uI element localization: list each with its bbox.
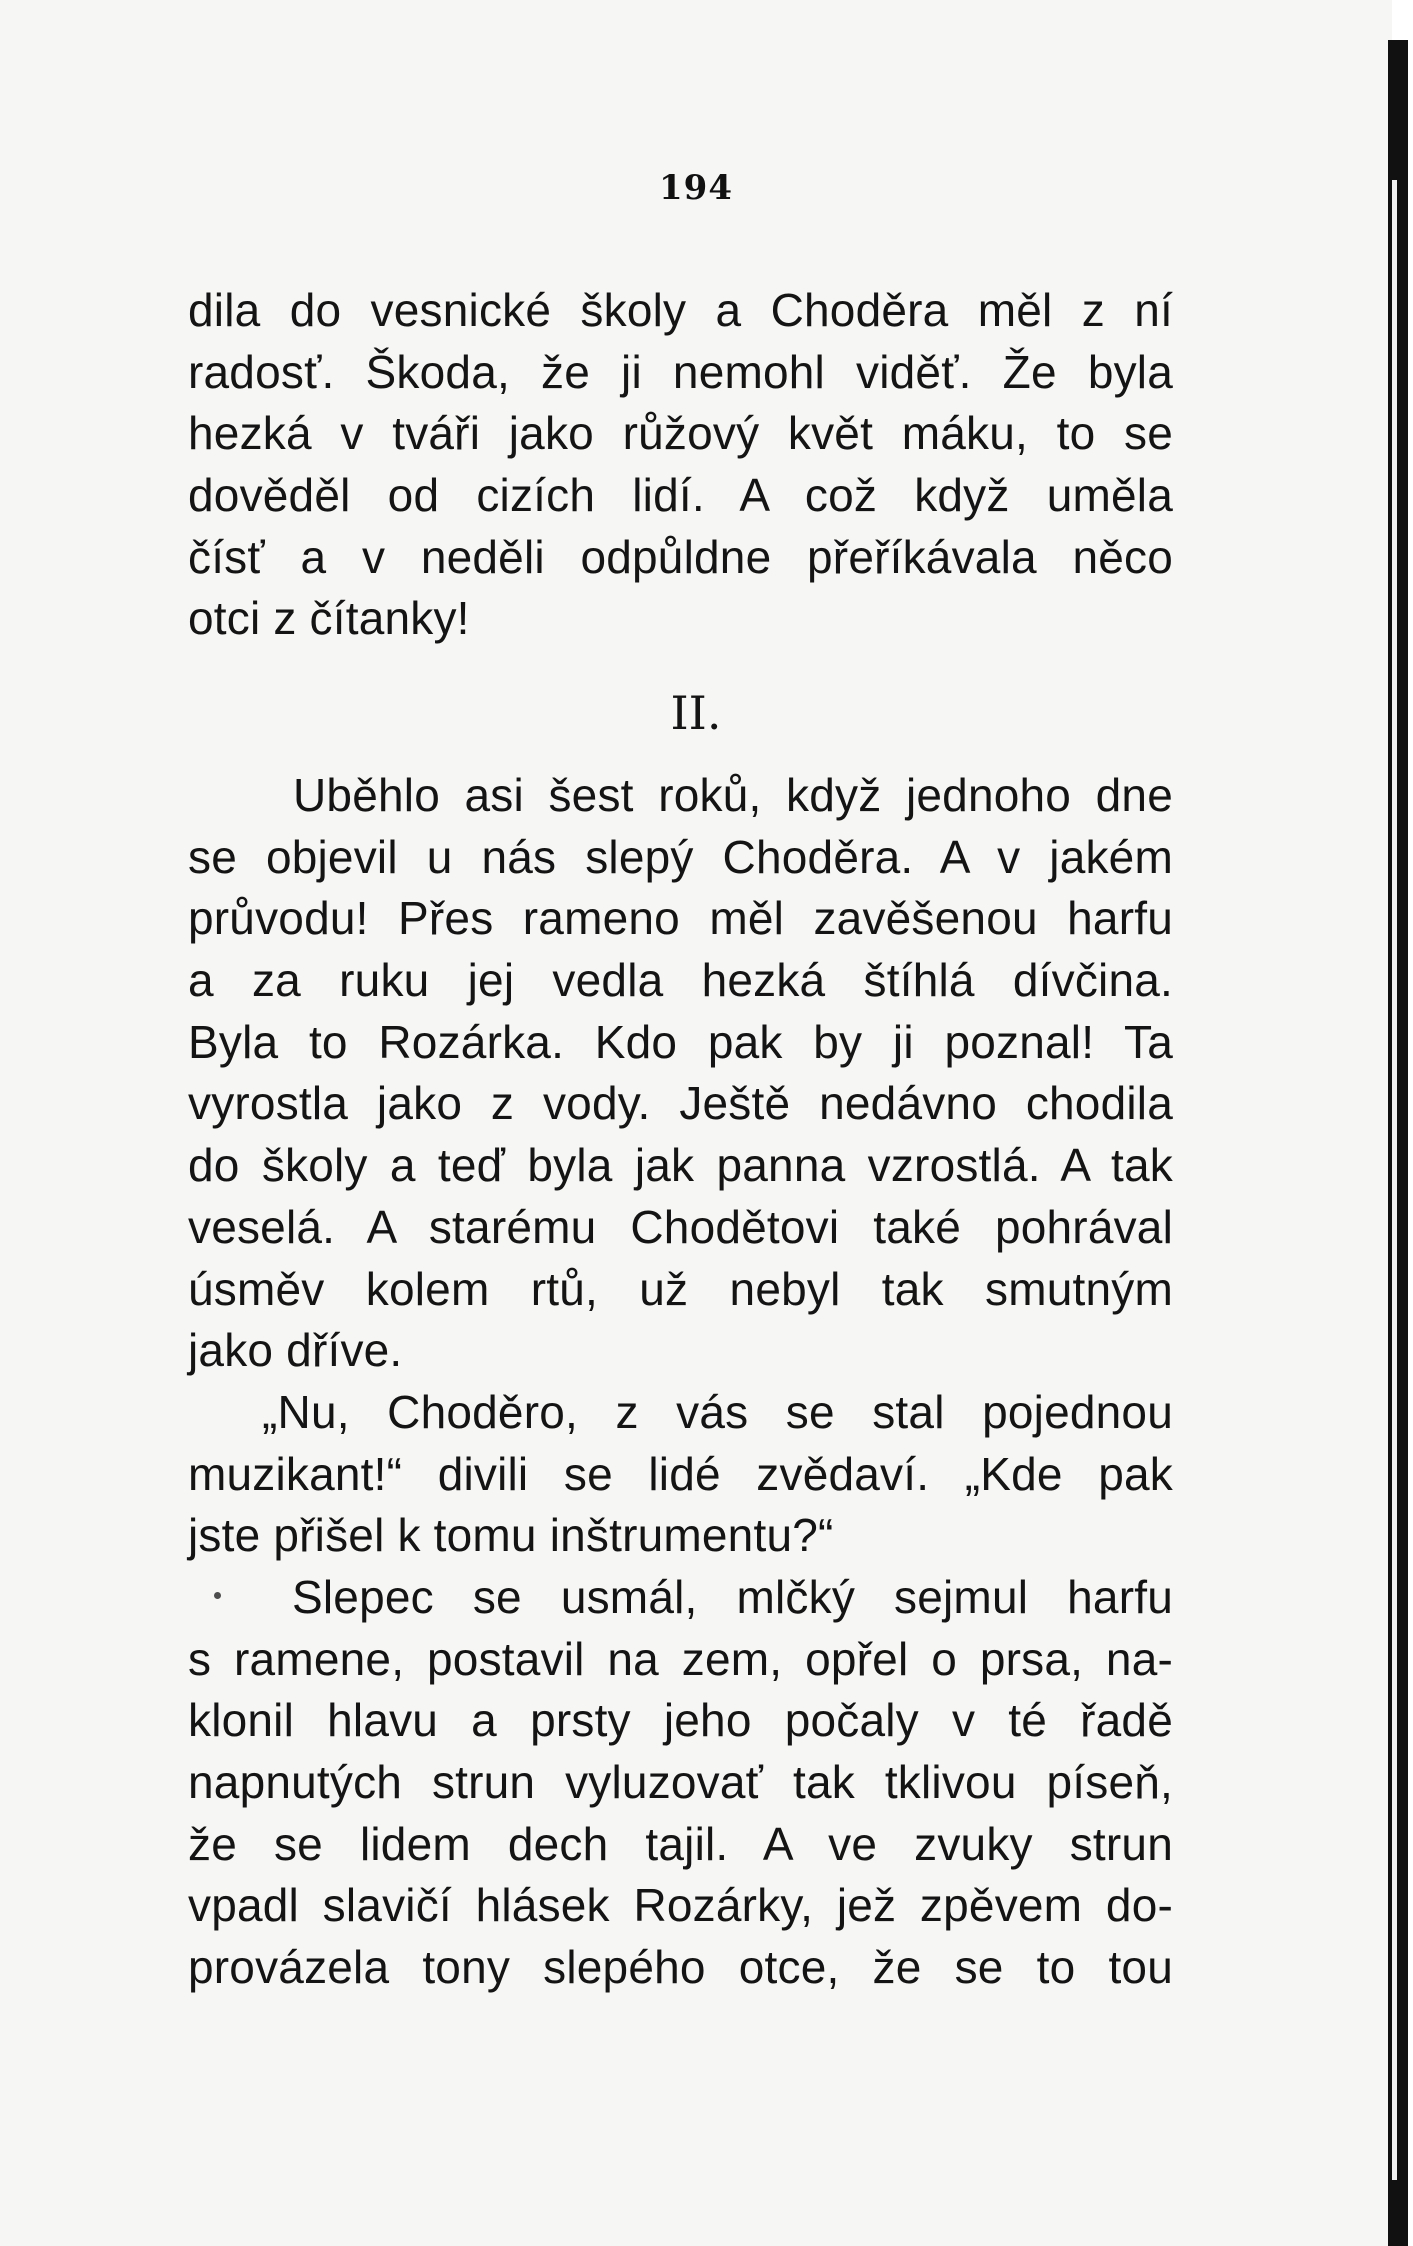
text-line: jste přišel k tomu inštrumentu?“: [188, 1509, 834, 1562]
text-line: se objevil u nás slepý Choděra. A v jakém: [188, 830, 1173, 883]
text-line: napnutých strun vyluzovať tak tklivou píseň,: [188, 1756, 1173, 1809]
paragraph-4-continued: [188, 1629, 1173, 1999]
text-line: Slepec se usmál, mlčký sejmul harfu: [292, 1571, 1173, 1623]
text-line: úsměv kolem rtů, už nebyl tak smutným: [188, 1262, 1173, 1315]
text-line: do školy a teď byla jak panna vzrostlá. A tak: [188, 1139, 1173, 1192]
text-line: že se lidem dech tajil. A ve zvuky strun: [188, 1817, 1173, 1870]
text-line: veselá. A starému Chodětovi také pohrával: [188, 1200, 1173, 1253]
text-line: a za ruku jej vedla hezká štíhlá dívčina.: [188, 954, 1173, 1007]
text-line: muzikant!“ divili se lidé zvědaví. „Kde pak: [188, 1447, 1173, 1500]
text-line: Uběhlo asi šest roků, když jednoho dne: [293, 769, 1173, 821]
paragraph-1: [188, 280, 1173, 650]
text-line: průvodu! Přes rameno měl zavěšenou harfu: [188, 892, 1173, 945]
paragraph-4: [292, 1567, 1173, 1629]
text-line: klonil hlavu a prsty jeho počaly v té řadě: [188, 1694, 1173, 1747]
text-line: čísť a v neděli odpůldne přeříkávala něco: [188, 530, 1173, 583]
text-line: vyrostla jako z vody. Ještě nedávno chodila: [188, 1077, 1173, 1130]
text-line: provázela tony slepého otce, že se to tou: [188, 1941, 1173, 1994]
text-line: dila do vesnické školy a Choděra měl z ní: [188, 284, 1173, 336]
page-gutter-strip: [1392, 180, 1397, 2180]
book-spine-edge: [1388, 40, 1408, 2246]
text-line: jako dříve.: [188, 1324, 403, 1377]
stray-mark: [214, 1592, 221, 1599]
text-line: radosť. Škoda, že ji nemohl viděť. Že byla: [188, 345, 1173, 398]
page-number: 194: [659, 168, 733, 208]
paragraph-3: [262, 1382, 1173, 1444]
text-line: „Nu, Choděro, z vás se stal pojednou: [262, 1386, 1173, 1438]
paragraph-2-continued: [188, 827, 1173, 1382]
text-line: Byla to Rozárka. Kdo pak by ji poznal! Ta: [188, 1015, 1173, 1068]
paragraph-2: [188, 765, 1173, 827]
text-line: s ramene, postavil na zem, opřel o prsa, na-: [188, 1632, 1173, 1685]
text-line: hezká v tváři jako růžový květ máku, to se: [188, 407, 1173, 460]
text-line: vpadl slavičí hlásek Rozárky, jež zpěvem do-: [188, 1879, 1173, 1932]
text-line: dověděl od cizích lidí. A což když uměla: [188, 469, 1173, 522]
section-heading: II.: [670, 686, 722, 740]
text-line: otci z čítanky!: [188, 592, 470, 645]
paragraph-3-continued: [188, 1444, 1173, 1567]
